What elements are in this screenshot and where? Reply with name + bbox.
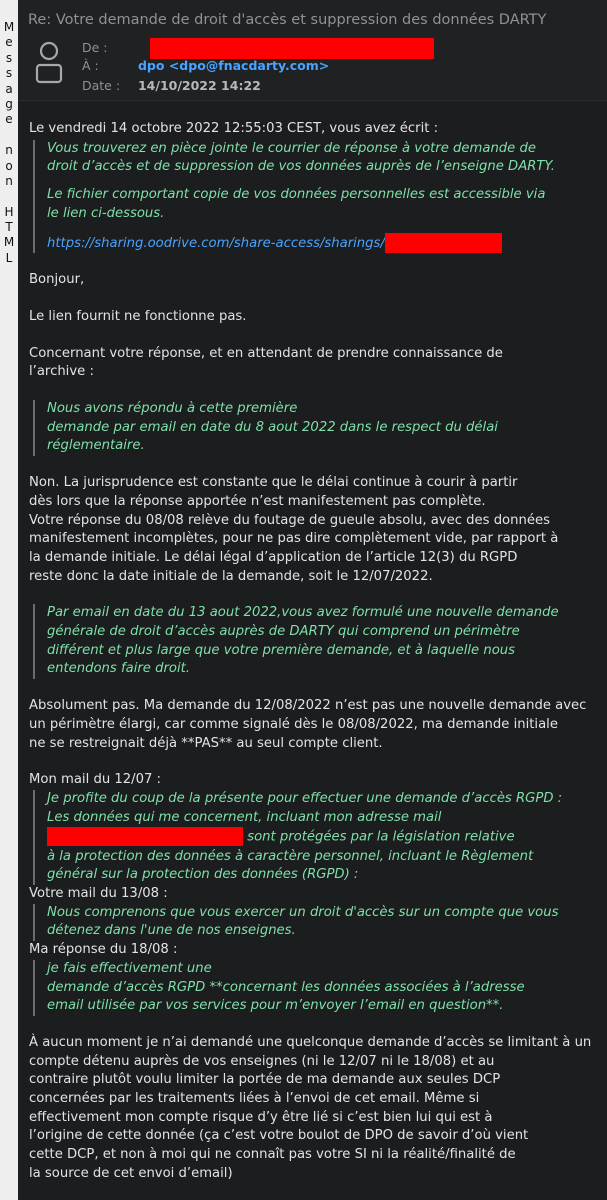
avatar-icon [34,36,64,84]
paragraph: cette DCP, et non à moi qui ne connaît pas votre SI ni la réalité/finalité de [29,1147,516,1163]
redacted-link-id [385,233,502,253]
quote-block-3 [33,604,599,679]
date-value: 14/10/2022 14:22 [137,78,261,93]
paragraph: la source de cet envoi d’email) [29,1165,233,1181]
paragraph: compte détenu auprès de vos enseignes (ni le 12/07 ni le 18/08) et au [29,1053,495,1069]
paragraph: Votre réponse du 08/08 relève du foutage de gueule absolu, avec des données [29,512,550,528]
section-label: Mon mail du 12/07 : [29,772,162,788]
quote-line: Je profite du coup de la présente pour effectuer une demande d’accès RGPD : [47,790,563,806]
message-non-html-label [0,20,18,266]
side-label-char [0,128,18,143]
side-label-char: g [5,96,13,111]
paragraph: Concernant votre réponse, et en attendant de prendre connaissance de [29,345,503,361]
date-label: Date : [82,78,121,93]
section-label: Ma réponse du 18/08 : [29,942,178,958]
quote-line: Le fichier comportant copie de vos données personnelles est accessible via [47,187,546,203]
message-view [18,0,607,1200]
quote-line [47,827,599,847]
side-label-char: T [5,220,13,235]
paragraph: Absolument pas. Ma demande du 12/08/2022 n’est pas une nouvelle demande avec [29,698,587,714]
side-label-char: M [3,20,15,34]
paragraph: manifestement incomplètes, pour ne pas dire complètement vide, par rapport à [29,531,559,547]
paragraph: dès lors que la réponse apportée n’est manifestement pas complète. [29,493,486,509]
quote-line: différent et plus large que votre première demande, et à laquelle nous [47,642,516,658]
quote-line: demande par email en date du 8 aout 2022 dans le respect du délai [47,419,498,435]
paragraph: Non. La jurisprudence est constante que le délai continue à courir à partir [29,475,518,491]
quote-line: Nous avons répondu à cette première [47,401,298,417]
side-label-char [0,189,18,204]
sharing-link[interactable]: https://sharing.oodrive.com/share-access/sharings/ [47,235,385,251]
quote-line: Vous trouverez en pièce jointe le courrier de réponse à votre demande de [47,140,536,156]
to-address[interactable]: dpo <dpo@fnacdarty.com> [137,58,330,73]
message-header [18,0,607,101]
paragraph: contraire plutôt voulu limiter la portée de ma demande aux seules DCP [29,1072,501,1088]
side-label-char: s [5,50,13,65]
side-label-char: o [5,158,13,173]
quote-block-1 [33,140,599,254]
section-label: Votre mail du 13/08 : [29,886,168,901]
quote-block-6 [33,960,599,1016]
quote-line: à la protection des données à caractère personnel, incluant le Règlement [47,848,534,864]
paragraph: ne se restreignait déjà **PAS** au seul compte client. [29,735,383,751]
quote-block-4 [33,790,599,885]
paragraph: un périmètre élargi, car comme signalé dès le 08/08/2022, ma demande initiale [29,716,558,732]
redacted-sender [150,38,434,59]
paragraph: reste donc la date initiale de la demande, soit le 12/07/2022. [29,568,433,584]
paragraph: la demande initiale. Le délai légal d’application de l’article 12(3) du RGPD [29,549,518,565]
from-label: De : [82,40,108,55]
quote-text: sont protégées par la législation relative [247,829,515,845]
side-label-char: n [5,143,13,158]
paragraph: À aucun moment je n’ai demandé une quelconque demande d’accès se limitant à un [29,1034,592,1050]
paragraph: Le lien fournit ne fonctionne pas. [29,308,247,324]
paragraph: concernées par les traitements liées à l’envoi de cet email. Même si [29,1091,480,1107]
greeting: Bonjour, [29,272,85,288]
quote-line: général sur la protection des données (RGPD) : [47,867,359,883]
quote-line: droit d’accès et de suppression de vos données auprès de l’enseigne DARTY. [47,159,555,175]
quote-line: entendons faire droit. [47,661,190,677]
paragraph: l’archive : [29,364,94,380]
quote-line: demande d’accès RGPD **concernant les données associées à l’adresse [47,979,525,995]
quote-line: Nous comprenons que vous exercer un droit d'accès sur un compte que vous [47,904,559,920]
side-label-char: n [5,173,13,188]
quote-line: Les données qui me concernent, incluant mon adresse mail [47,809,442,825]
quote-block-5 [33,904,599,941]
quote-line: détenez dans l'une de nos enseignes. [47,923,296,939]
paragraph: l’origine de cette donnée (ça c’est votre boulot de DPO de savoir d’où vient [29,1128,529,1144]
side-label-char: a [5,81,13,96]
message-body [29,120,599,1184]
quote-line: réglementaire. [47,438,145,454]
sharing-link-line [47,233,599,254]
quote-block-2 [33,400,599,456]
side-label-char: M [3,235,15,250]
subject-line: Re: Votre demande de droit d'accès et suppression des données DARTY [28,12,547,28]
side-label-char: H [4,204,14,219]
date-row [82,78,261,93]
redacted-email [47,827,243,846]
quote-line: je fais effectivement une [47,960,212,976]
reply-intro: Le vendredi 14 octobre 2022 12:55:03 CEST, vous avez écrit : [29,121,439,136]
side-label-char: L [5,250,13,265]
from-row [82,38,434,59]
quote-line: email utilisée par vos services pour m’envoyer l’email en question**. [47,998,504,1014]
paragraph: effectivement mon compte risque d’y être lié si c’est bien lui qui est à [29,1109,493,1125]
to-label: À : [82,58,99,73]
side-panel [0,0,18,1200]
quote-line: générale de droit d’accès auprès de DARTY qui comprend un périmètre [47,624,520,640]
side-label-char: s [5,66,13,81]
quote-line: le lien ci-dessous. [47,205,165,221]
side-label-char: e [5,112,13,127]
side-label-char: e [5,35,13,50]
to-row [82,58,329,73]
quote-line: Par email en date du 13 aout 2022,vous avez formulé une nouvelle demande [47,605,559,621]
